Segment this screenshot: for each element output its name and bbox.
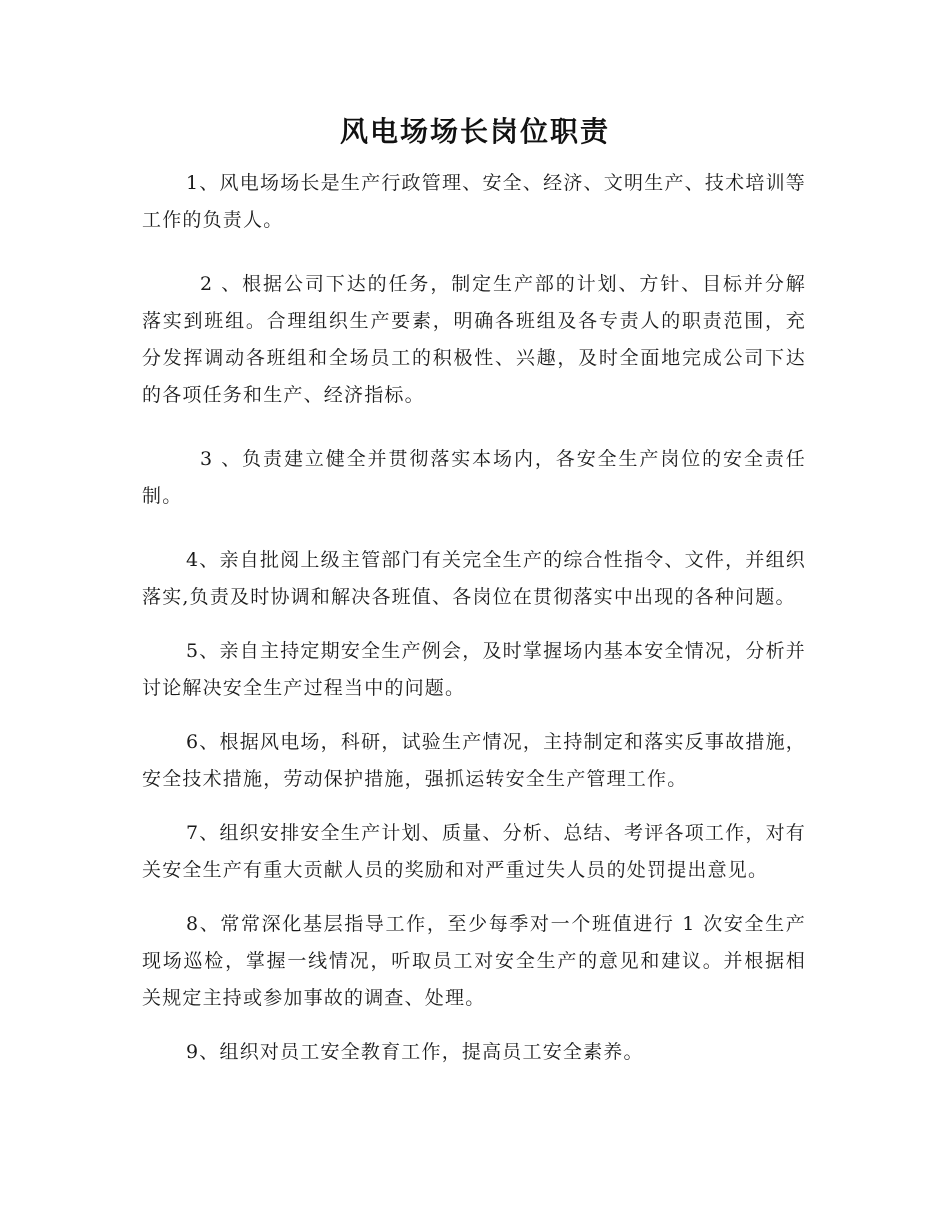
paragraph-3: 3 、负责建立健全并贯彻落实本场内，各安全生产岗位的安全责任制。 xyxy=(142,448,806,507)
document-body xyxy=(142,165,806,1088)
paragraph-8: 8、常常深化基层指导工作，至少每季对一个班值进行 1 次安全生产现场巡检，掌握一线情况，听取员工对安全生产的意见和建议。并根据相关规定主持或参加事故的调查、处理。 xyxy=(142,913,806,1009)
document-title: 风电场场长岗位职责 xyxy=(339,115,610,148)
paragraph-6: 6、根据风电场，科研，试验生产情况，主持制定和落实反事故措施，安全技术措施，劳动保护措施，强抓运转安全生产管理工作。 xyxy=(142,731,806,790)
paragraph-1: 1、风电场场长是生产行政管理、安全、经济、文明生产、技术培训等工作的负责人。 xyxy=(142,172,806,231)
paragraph-9: 9、组织对员工安全教育工作，提高员工安全素养。 xyxy=(186,1041,644,1063)
paragraph-4: 4、亲自批阅上级主管部门有关完全生产的综合性指令、文件，并组织落实,负责及时协调和解决各班值、各岗位在贯彻落实中出现的各种问题。 xyxy=(142,549,806,608)
paragraph-2: 2 、根据公司下达的任务，制定生产部的计划、方针、目标并分解落实到班组。合理组织生产要素，明确各班组及各专责人的职责范围，充分发挥调动各班组和全场员工的积极性、兴趣，及时全面地完成公司下达的各项任务和生产、经济指标。 xyxy=(142,273,806,406)
paragraph-5: 5、亲自主持定期安全生产例会，及时掌握场内基本安全情况，分析并讨论解决安全生产过程当中的问题。 xyxy=(142,640,806,699)
paragraph-7: 7、组织安排安全生产计划、质量、分析、总结、考评各项工作，对有关安全生产有重大贡献人员的奖励和对严重过失人员的处罚提出意见。 xyxy=(142,822,806,881)
